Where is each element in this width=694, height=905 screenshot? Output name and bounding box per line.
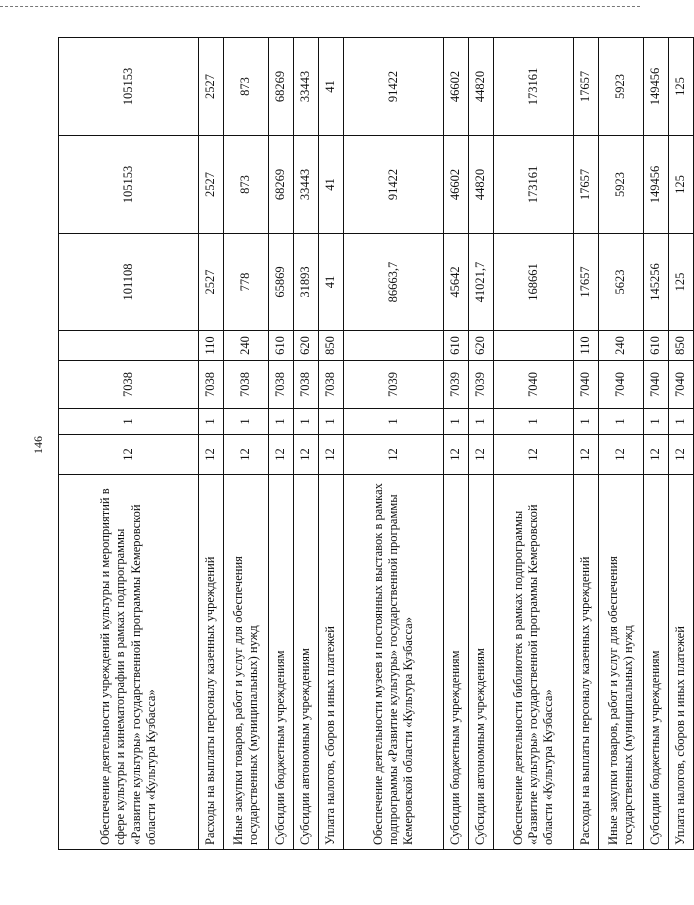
- amount-2-cell: 68269: [269, 136, 294, 234]
- code-target-cell: 7038: [294, 361, 319, 409]
- table-row: [669, 38, 694, 850]
- row-name-cell: Иные закупки товаров, работ и услуг для обеспечения государственных (муниципальных) нужд: [224, 475, 269, 850]
- code-section-cell: 12: [644, 435, 669, 475]
- code-subprogram-cell: 1: [319, 409, 344, 435]
- code-subprogram-cell: 1: [644, 409, 669, 435]
- amount-1-cell: 86663,7: [344, 234, 444, 331]
- code-section-cell: 12: [269, 435, 294, 475]
- code-section-cell: 12: [59, 435, 199, 475]
- code-subprogram-cell: 1: [294, 409, 319, 435]
- amount-3-cell: 2527: [199, 38, 224, 136]
- amount-2-cell: 149456: [644, 136, 669, 234]
- budget-table: [58, 37, 694, 850]
- amount-2-cell: 46602: [444, 136, 469, 234]
- code-subprogram-cell: 1: [669, 409, 694, 435]
- amount-3-cell: 33443: [294, 38, 319, 136]
- code-expense-type-cell: 240: [599, 331, 644, 361]
- code-subprogram-cell: 1: [469, 409, 494, 435]
- amount-2-cell: 2527: [199, 136, 224, 234]
- code-expense-type-cell: 110: [199, 331, 224, 361]
- code-subprogram-cell: 1: [599, 409, 644, 435]
- code-target-cell: 7038: [269, 361, 294, 409]
- code-subprogram-cell: 1: [494, 409, 574, 435]
- amount-3-cell: 44820: [469, 38, 494, 136]
- row-name-cell: Субсидии бюджетным учреждениям: [444, 475, 469, 850]
- amount-3-cell: 46602: [444, 38, 469, 136]
- amount-3-cell: 149456: [644, 38, 669, 136]
- table-row: [494, 38, 574, 850]
- amount-1-cell: 45642: [444, 234, 469, 331]
- code-expense-type-cell: 240: [224, 331, 269, 361]
- table-row: [319, 38, 344, 850]
- amount-1-cell: 5623: [599, 234, 644, 331]
- code-subprogram-cell: 1: [269, 409, 294, 435]
- code-target-cell: 7040: [669, 361, 694, 409]
- amount-2-cell: 173161: [494, 136, 574, 234]
- amount-1-cell: 31893: [294, 234, 319, 331]
- code-target-cell: 7039: [444, 361, 469, 409]
- code-target-cell: 7038: [199, 361, 224, 409]
- code-section-cell: 12: [574, 435, 599, 475]
- page-number: 146: [31, 436, 45, 454]
- row-name-cell: Уплата налогов, сборов и иных платежей: [669, 475, 694, 850]
- amount-3-cell: 91422: [344, 38, 444, 136]
- code-section-cell: 12: [669, 435, 694, 475]
- row-name-cell: Обеспечение деятельности учреждений культуры и мероприятий в сфере культуры и кинематографии в рамках подпрограммы «Развитие культуры» государственной программы Кемеровской области «Культура Кузбасса»: [59, 475, 199, 850]
- code-expense-type-cell: 110: [574, 331, 599, 361]
- amount-2-cell: 33443: [294, 136, 319, 234]
- code-target-cell: 7038: [224, 361, 269, 409]
- code-target-cell: 7039: [469, 361, 494, 409]
- table-row: [269, 38, 294, 850]
- table-row: [59, 38, 199, 850]
- code-expense-type-cell: 850: [319, 331, 344, 361]
- code-expense-type-cell: 620: [294, 331, 319, 361]
- row-name-cell: Расходы на выплаты персоналу казенных учреждений: [574, 475, 599, 850]
- code-expense-type-cell: 610: [269, 331, 294, 361]
- code-target-cell: 7038: [59, 361, 199, 409]
- row-name-cell: Уплата налогов, сборов и иных платежей: [319, 475, 344, 850]
- code-subprogram-cell: 1: [199, 409, 224, 435]
- amount-3-cell: 68269: [269, 38, 294, 136]
- code-subprogram-cell: 1: [444, 409, 469, 435]
- code-target-cell: 7040: [494, 361, 574, 409]
- table-row: [294, 38, 319, 850]
- amount-3-cell: 105153: [59, 38, 199, 136]
- code-subprogram-cell: 1: [224, 409, 269, 435]
- table-row: [469, 38, 494, 850]
- amount-1-cell: 145256: [644, 234, 669, 331]
- amount-2-cell: 41: [319, 136, 344, 234]
- amount-1-cell: 41021,7: [469, 234, 494, 331]
- amount-3-cell: 17657: [574, 38, 599, 136]
- code-expense-type-cell: 610: [644, 331, 669, 361]
- amount-2-cell: 17657: [574, 136, 599, 234]
- table-body: [59, 38, 694, 850]
- amount-2-cell: 105153: [59, 136, 199, 234]
- amount-3-cell: 873: [224, 38, 269, 136]
- code-section-cell: 12: [494, 435, 574, 475]
- code-section-cell: 12: [224, 435, 269, 475]
- table-row: [344, 38, 444, 850]
- code-target-cell: 7038: [319, 361, 344, 409]
- code-target-cell: 7040: [599, 361, 644, 409]
- amount-1-cell: 2527: [199, 234, 224, 331]
- row-name-cell: Иные закупки товаров, работ и услуг для обеспечения государственных (муниципальных) нужд: [599, 475, 644, 850]
- row-name-cell: Расходы на выплаты персоналу казенных учреждений: [199, 475, 224, 850]
- code-expense-type-cell: 610: [444, 331, 469, 361]
- amount-3-cell: 173161: [494, 38, 574, 136]
- amount-1-cell: 65869: [269, 234, 294, 331]
- code-section-cell: 12: [469, 435, 494, 475]
- code-section-cell: 12: [199, 435, 224, 475]
- table-row: [599, 38, 644, 850]
- code-section-cell: 12: [319, 435, 344, 475]
- table-row: [574, 38, 599, 850]
- amount-1-cell: 101108: [59, 234, 199, 331]
- amount-2-cell: 5923: [599, 136, 644, 234]
- code-target-cell: 7040: [574, 361, 599, 409]
- table-row: [224, 38, 269, 850]
- amount-3-cell: 41: [319, 38, 344, 136]
- row-name-cell: Субсидии бюджетным учреждениям: [269, 475, 294, 850]
- code-subprogram-cell: 1: [574, 409, 599, 435]
- row-name-cell: Обеспечение деятельности музеев и постоянных выставок в рамках подпрограммы «Развитие культуры» государственной программы Кемеровской области «Культура Кузбасса»: [344, 475, 444, 850]
- code-expense-type-cell: 620: [469, 331, 494, 361]
- amount-1-cell: 41: [319, 234, 344, 331]
- amount-1-cell: 17657: [574, 234, 599, 331]
- row-name-cell: Субсидии автономным учреждениям: [294, 475, 319, 850]
- code-subprogram-cell: 1: [59, 409, 199, 435]
- scan-edge: [0, 0, 640, 7]
- code-expense-type-cell: [59, 331, 199, 361]
- rotated-table-wrapper: [58, 38, 688, 850]
- code-section-cell: 12: [444, 435, 469, 475]
- amount-3-cell: 125: [669, 38, 694, 136]
- table-row: [444, 38, 469, 850]
- code-expense-type-cell: [344, 331, 444, 361]
- code-target-cell: 7039: [344, 361, 444, 409]
- amount-3-cell: 5923: [599, 38, 644, 136]
- table-row: [644, 38, 669, 850]
- row-name-cell: Обеспечение деятельности библиотек в рамках подпрограммы «Развитие культуры» государственной программы Кемеровской области «Культура Кузбасса»: [494, 475, 574, 850]
- code-section-cell: 12: [344, 435, 444, 475]
- code-section-cell: 12: [294, 435, 319, 475]
- table-row: [199, 38, 224, 850]
- amount-2-cell: 44820: [469, 136, 494, 234]
- code-target-cell: 7040: [644, 361, 669, 409]
- amount-2-cell: 873: [224, 136, 269, 234]
- code-section-cell: 12: [599, 435, 644, 475]
- code-subprogram-cell: 1: [344, 409, 444, 435]
- amount-1-cell: 168661: [494, 234, 574, 331]
- row-name-cell: Субсидии автономным учреждениям: [469, 475, 494, 850]
- amount-1-cell: 125: [669, 234, 694, 331]
- amount-2-cell: 125: [669, 136, 694, 234]
- code-expense-type-cell: 850: [669, 331, 694, 361]
- code-expense-type-cell: [494, 331, 574, 361]
- amount-1-cell: 778: [224, 234, 269, 331]
- row-name-cell: Субсидии бюджетным учреждениям: [644, 475, 669, 850]
- amount-2-cell: 91422: [344, 136, 444, 234]
